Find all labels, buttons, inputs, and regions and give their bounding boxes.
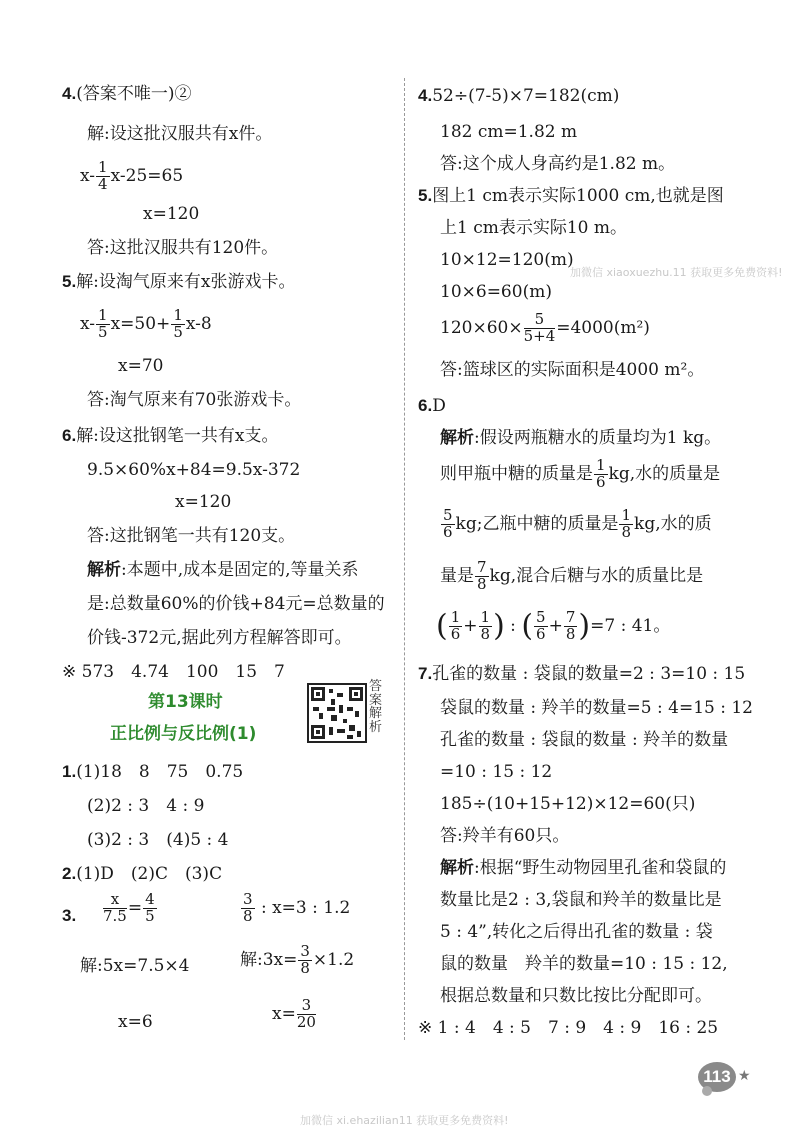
right-q6-analysis-3: $\frac{5}{6}$ kg;乙瓶中糖的质量是 $\frac{1}{8}$ kg,水的质: [443, 506, 712, 541]
right-q7-analysis-3: 5 : 4”,转化之后得出孔雀的数量 : 袋: [440, 922, 713, 942]
right-q4-header: 4.52÷(7-5)×7=182(cm): [418, 86, 620, 106]
fraction: $\frac{4}{5}$: [145, 890, 155, 925]
left-p2: 2.(1)D (2)C (3)C: [62, 864, 223, 884]
fraction: $\frac{1}{6}$: [450, 608, 461, 643]
left-q6-equation: 9.5×60%x+84=9.5x-372: [87, 460, 301, 480]
fraction: $\frac{5}{5+4}$: [523, 310, 556, 345]
watermark-bottom: 加微信 xi.ehazilian11 获取更多免费资料!: [300, 1114, 509, 1127]
left-q5-answer: 答:淘气原来有70张游戏卡。: [87, 390, 302, 410]
fraction: $\frac{5}{6}$: [443, 506, 453, 541]
left-q5-result: x=70: [118, 356, 164, 376]
left-q5-header: 5.解:设淘气原来有x张游戏卡。: [62, 272, 296, 292]
right-q4-answer: 答:这个成人身高约是1.82 m。: [440, 154, 676, 174]
fraction: $\frac{x}{7.5}$: [103, 890, 127, 925]
left-p1-b: (2)2 : 3 4 : 9: [87, 796, 205, 816]
left-p3-left-equation: $\frac{x}{7.5}$ = $\frac{4}{5}$: [103, 890, 155, 925]
right-q7-answer: 答:羚羊有60只。: [440, 826, 570, 846]
left-q4-tag: (答案不唯一)②: [76, 84, 192, 104]
right-q6-analysis-1: 解析:假设两瓶糖水的质量均为1 kg。: [440, 428, 722, 448]
fraction: $\frac{1}{8}$: [480, 608, 491, 643]
right-q7-b: 袋鼠的数量 : 羚羊的数量=5 : 4=15 : 12: [440, 698, 753, 718]
right-q5-header: 5.图上1 cm表示实际1000 cm,也就是图: [418, 186, 724, 206]
fraction: $\frac{3}{8}$: [243, 890, 253, 925]
qr-code-icon[interactable]: [307, 683, 367, 743]
fraction: $\frac{1}{4}$: [98, 158, 108, 193]
right-q7-analysis-5: 根据总数量和只数比按比分配即可。: [440, 986, 712, 1006]
fraction: $\frac{3}{20}$: [296, 996, 316, 1031]
right-q7-e: 185÷(10+15+12)×12=60(只): [440, 794, 696, 814]
right-q6-analysis-4: 量是 $\frac{7}{8}$ kg,混合后糖与水的质量比是: [440, 558, 704, 593]
left-q6-analysis-2: 是:总数量60%的价钱+84元=总数量的: [87, 594, 385, 614]
left-p3-right-solve: 解:3x= $\frac{3}{8}$ ×1.2: [240, 942, 355, 977]
left-p3-left-result: x=6: [118, 1012, 153, 1032]
right-q5-e: 120×60× $\frac{5}{5+4}$ =4000(m²): [440, 310, 650, 345]
right-q6-analysis-2: 则甲瓶中糖的质量是 $\frac{1}{6}$ kg,水的质量是: [440, 456, 721, 491]
left-q4-result: x=120: [143, 204, 200, 224]
left-p3-right-result: x= $\frac{3}{20}$: [272, 996, 316, 1031]
fraction: $\frac{7}{8}$: [565, 608, 576, 643]
page-number: 113: [698, 1062, 736, 1092]
decor-dot: [702, 1086, 712, 1096]
watermark-right: 加微信 xiaoxuezhu.11 获取更多免费资料!: [570, 266, 783, 279]
right-q7-d: =10 : 15 : 12: [440, 762, 553, 782]
left-q4-equation: x- $\frac{1}{4}$ x-25=65: [80, 158, 184, 193]
right-q7-analysis-4: 鼠的数量 羚羊的数量=10 : 15 : 12,: [440, 954, 728, 974]
left-q4-header: 4.(答案不唯一)②: [62, 84, 192, 104]
left-p3-left-solve: 解:5x=7.5×4: [80, 956, 190, 976]
left-q4-setup: 解:设这批汉服共有x件。: [87, 124, 273, 144]
column-divider: [404, 78, 405, 1040]
right-q5-answer: 答:篮球区的实际面积是4000 m²。: [440, 360, 705, 380]
right-q7-c: 孔雀的数量 : 袋鼠的数量 : 羚羊的数量: [440, 730, 729, 750]
right-q5-c: 10×12=120(m): [440, 250, 574, 270]
left-q6-analysis-1: 解析:本题中,成本是固定的,等量关系: [87, 560, 359, 580]
lesson-title: 第13课时: [148, 692, 223, 712]
left-p1-c: (3)2 : 3 (4)5 : 4: [87, 830, 229, 850]
left-q6-answer: 答:这批钢笔一共有120支。: [87, 526, 296, 546]
right-q6-analysis-5: ( $\frac{1}{6}$ + $\frac{1}{8}$ ) : ( $\frac{5}{6}$ + $\frac{7}{8}$ )=7 : 41。: [436, 608, 671, 644]
left-p3-header: 3.: [62, 906, 77, 925]
lesson-subtitle: 正比例与反比例(1): [110, 724, 257, 744]
right-q7-analysis-2: 数量比是2 : 3,袋鼠和羚羊的数量比是: [440, 890, 722, 910]
left-p1-header: 1.(1)18 8 75 0.75: [62, 762, 244, 782]
left-q6-analysis-3: 价钱-372元,据此列方程解答即可。: [87, 628, 352, 648]
fraction: $\frac{1}{5}$: [173, 306, 183, 341]
left-q6-header: 6.解:设这批钢笔一共有x支。: [62, 426, 279, 446]
fraction: $\frac{1}{6}$: [596, 456, 606, 491]
fraction: $\frac{1}{8}$: [621, 506, 632, 541]
right-extra: ※ 1 : 4 4 : 5 7 : 9 4 : 9 16 : 25: [418, 1018, 719, 1038]
fraction: $\frac{3}{8}$: [300, 942, 310, 977]
fraction: $\frac{1}{5}$: [98, 306, 108, 341]
fraction: $\frac{5}{6}$: [536, 608, 546, 643]
fraction: $\frac{7}{8}$: [477, 558, 487, 593]
left-q5-equation: x- $\frac{1}{5}$ x=50+ $\frac{1}{5}$ x-8: [80, 306, 212, 341]
right-q5-d: 10×6=60(m): [440, 282, 552, 302]
right-q6-header: 6.D: [418, 396, 446, 416]
right-q5-b: 上1 cm表示实际10 m。: [440, 218, 628, 238]
left-extra: ※ 573 4.74 100 15 7: [62, 662, 285, 682]
star-icon: ★: [738, 1068, 751, 1084]
right-q7-header: 7.孔雀的数量 : 袋鼠的数量=2 : 3=10 : 15: [418, 664, 746, 684]
left-p3-right-equation: $\frac{3}{8}$ : x=3 : 1.2: [243, 890, 351, 925]
right-q4-conv: 182 cm=1.82 m: [440, 122, 578, 142]
left-q6-result: x=120: [175, 492, 232, 512]
right-q7-analysis-1: 解析:根据“野生动物园里孔雀和袋鼠的: [440, 858, 727, 878]
qr-label: 答案解析: [369, 679, 383, 735]
left-q4-answer: 答:这批汉服共有120件。: [87, 238, 279, 258]
